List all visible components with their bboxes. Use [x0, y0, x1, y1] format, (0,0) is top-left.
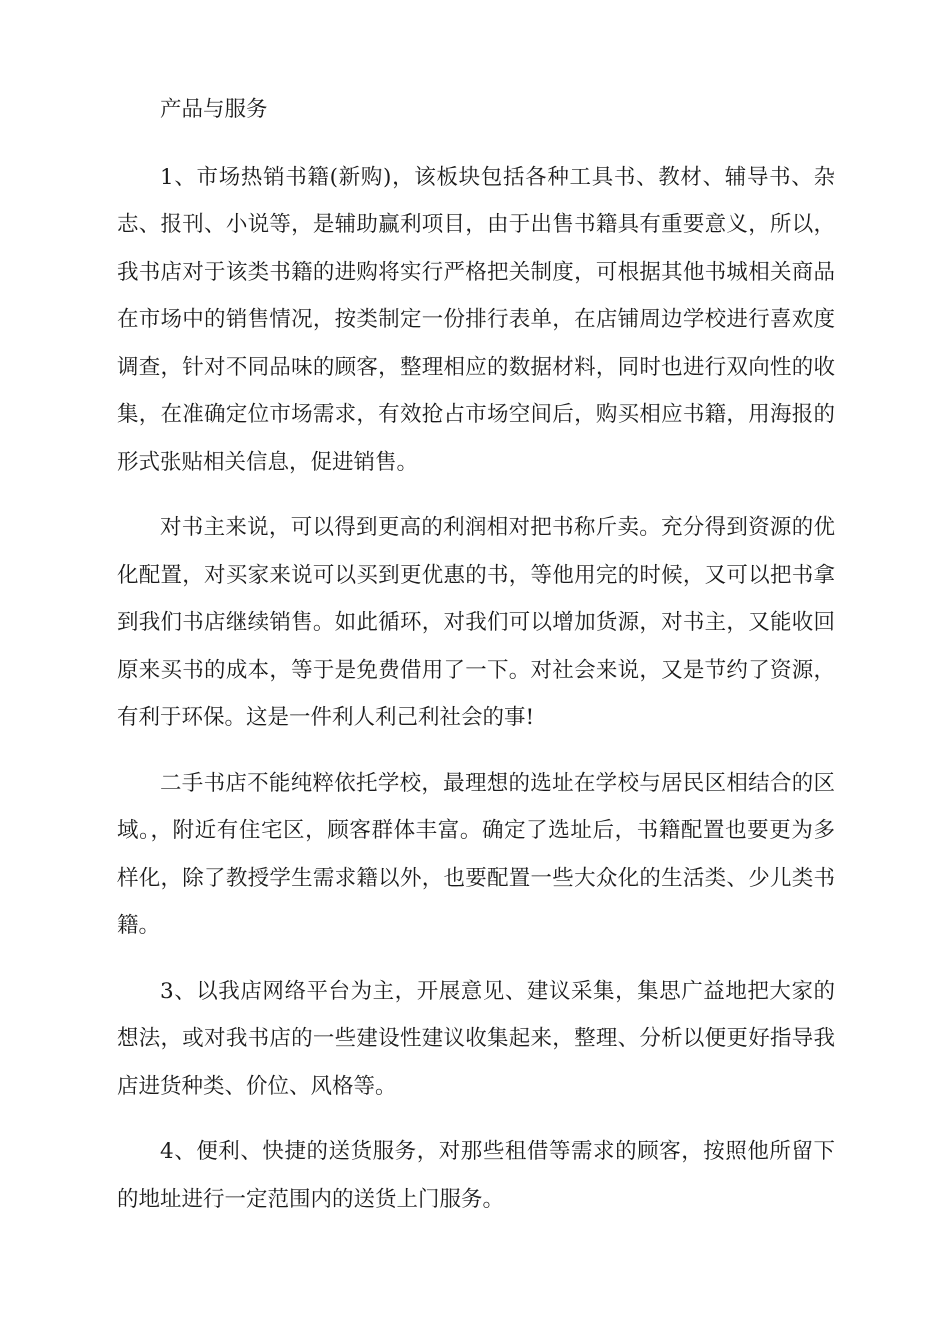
paragraph-store-location: 二手书店不能纯粹依托学校，最理想的选址在学校与居民区相结合的区域。，附近有住宅区，顾客群体丰富。确定了选址后，书籍配置也要更为多样化，除了教授学生需求籍以外，也要配置一些大众化的生活类、少儿类书籍。 [117, 770, 835, 938]
paragraph-book-owner-benefits: 对书主来说，可以得到更高的利润相对把书称斤卖。充分得到资源的优化配置，对买家来说可以买到更优惠的书，等他用完的时候，又可以把书拿到我们书店继续销售。如此循环，对我们可以增加货源，对书主，又能收回原来买书的成本，等于是免费借用了一下。对社会来说，又是节约了资源，有利于环保。这是一件利人利己利社会的事! [117, 515, 835, 730]
paragraph-delivery-service: 4、便利、快捷的送货服务，对那些租借等需求的顾客，按照他所留下的地址进行一定范围内的送货上门服务。 [117, 1139, 835, 1212]
document-body [117, 86, 835, 1241]
section-heading: 产品与服务 [160, 97, 268, 122]
paragraph-hot-books: 1、市场热销书籍(新购)，该板块包括各种工具书、教材、辅导书、杂志、报刊、小说等，是辅助赢利项目，由于出售书籍具有重要意义，所以，我书店对于该类书籍的进购将实行严格把关制度，可根据其他书城相关商品在市场中的销售情况，按类制定一份排行表单，在店铺周边学校进行喜欢度调查，针对不同品味的顾客，整理相应的数据材料，同时也进行双向性的收集，在准确定位市场需求，有效抢占市场空间后，购买相应书籍，用海报的形式张贴相关信息，促进销售。 [117, 164, 835, 475]
paragraph-online-feedback: 3、以我店网络平台为主，开展意见、建议采集，集思广益地把大家的想法，或对我书店的一些建设性建议收集起来，整理、分析以便更好指导我店进货种类、价位、风格等。 [117, 978, 835, 1099]
